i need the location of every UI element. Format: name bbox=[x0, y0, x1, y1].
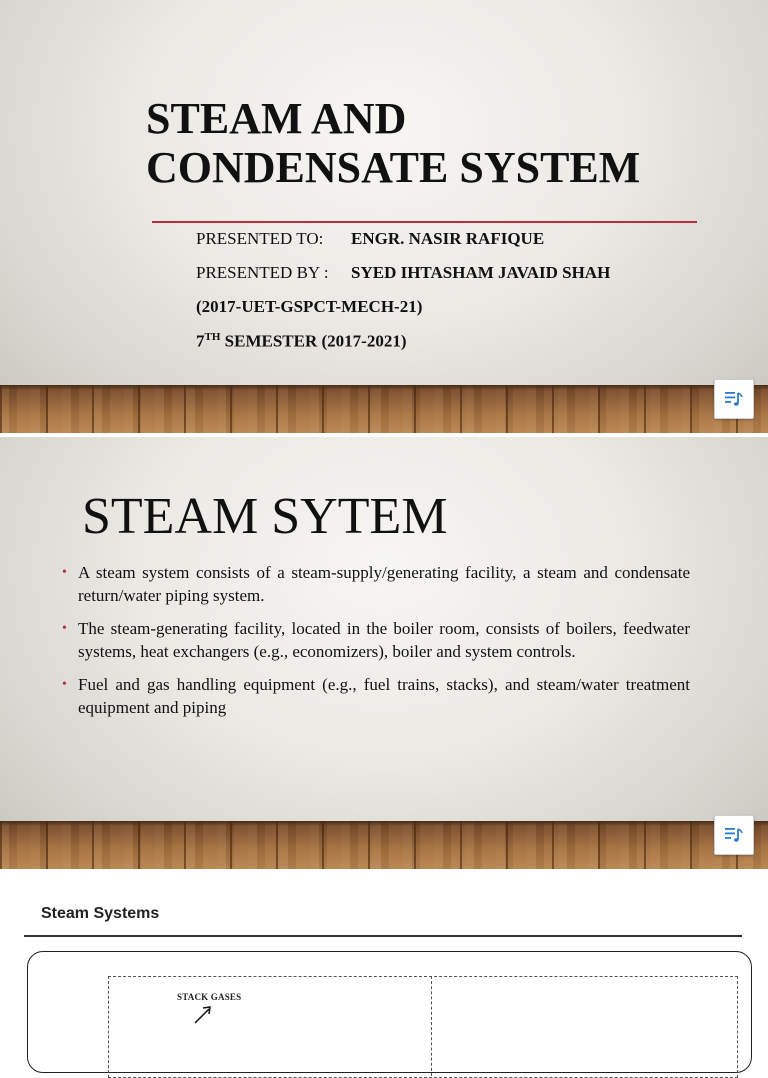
list-item bbox=[62, 561, 690, 607]
bullet-icon: • bbox=[62, 565, 67, 580]
slide-title bbox=[0, 0, 768, 433]
list-item bbox=[62, 673, 690, 719]
presented-to-label: PRESENTED TO: bbox=[196, 229, 324, 248]
wood-floor-decoration bbox=[0, 385, 768, 433]
registration-number: (2017-UET-GSPCT-MECH-21) bbox=[196, 297, 423, 316]
presented-by-value: SYED IHTASHAM JAVAID SHAH bbox=[351, 263, 611, 282]
wood-floor-decoration bbox=[0, 821, 768, 869]
audio-playlist-icon bbox=[724, 825, 744, 845]
diagram-dashed-divider bbox=[431, 976, 432, 1076]
semester-row bbox=[196, 331, 406, 352]
title-line-1: STEAM AND bbox=[146, 94, 407, 143]
audio-button[interactable] bbox=[714, 815, 754, 855]
list-item bbox=[62, 617, 690, 663]
presented-by-row bbox=[196, 263, 610, 283]
title-line-2: CONDENSATE SYSTEM bbox=[146, 143, 641, 192]
page-heading: Steam Systems bbox=[41, 905, 160, 922]
presentation-title bbox=[146, 94, 640, 192]
semester-suffix: TH bbox=[204, 331, 221, 343]
slide-title: STEAM SYTEM bbox=[82, 488, 448, 545]
bullet-list bbox=[62, 561, 690, 729]
presented-to-row bbox=[196, 229, 544, 249]
audio-playlist-icon bbox=[724, 389, 744, 409]
audio-button[interactable] bbox=[714, 379, 754, 419]
page-steam-systems-diagram bbox=[0, 873, 768, 1024]
slide-steam-system bbox=[0, 437, 768, 869]
heading-rule bbox=[24, 935, 742, 937]
presented-to-value: ENGR. NASIR RAFIQUE bbox=[351, 229, 545, 248]
semester-number: 7 bbox=[196, 331, 205, 351]
bullet-icon: • bbox=[62, 677, 67, 692]
bullet-text: A steam system consists of a steam-supply/generating facility, a steam and condensate return/water piping system. bbox=[78, 563, 690, 605]
presented-by-label: PRESENTED BY : bbox=[196, 263, 329, 282]
title-divider bbox=[152, 221, 697, 223]
bullet-text: Fuel and gas handling equipment (e.g., fuel trains, stacks), and steam/water treatment equipment and piping bbox=[78, 675, 690, 717]
semester-text: SEMESTER (2017-2021) bbox=[220, 331, 407, 351]
bullet-icon: • bbox=[62, 621, 67, 636]
stack-gases-label: STACK GASES bbox=[177, 992, 242, 1002]
arrow-up-right-icon bbox=[192, 1004, 214, 1024]
bullet-text: The steam-generating facility, located in the boiler room, consists of boilers, feedwater systems, heat exchangers (e.g., economizers), boiler and system controls. bbox=[78, 619, 690, 661]
